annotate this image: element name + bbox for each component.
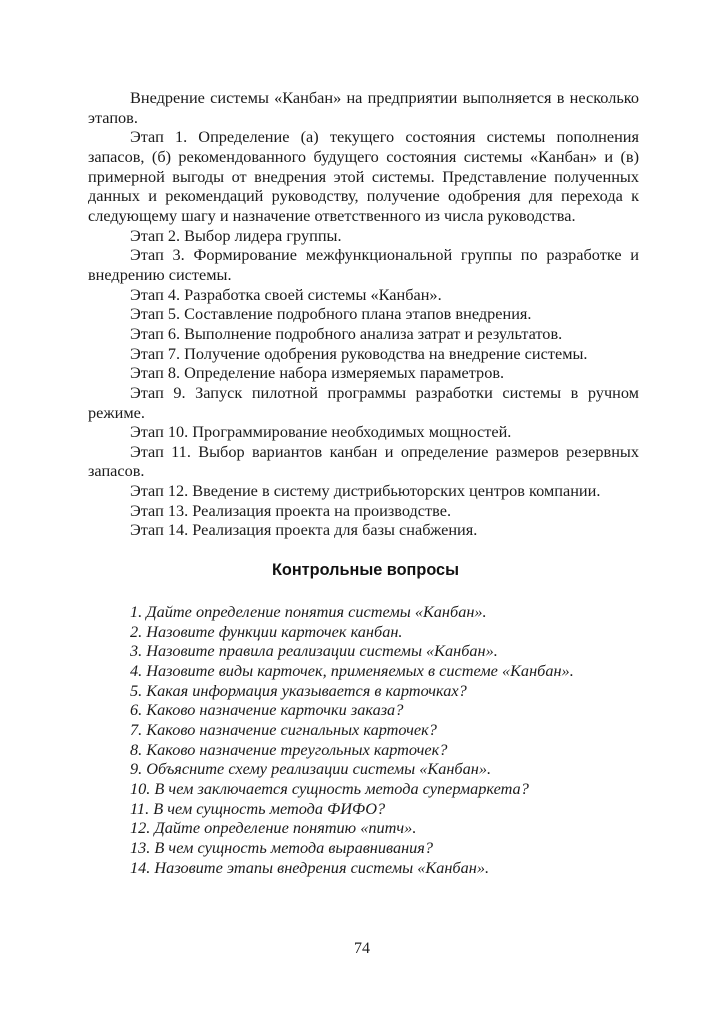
stage-item: Этап 5. Составление подробного плана этапов внедрения.: [130, 304, 532, 324]
stage-item: Этап 2. Выбор лидера группы.: [130, 225, 342, 245]
stage-item: Этап 12. Введение в систему дистрибьюторских центров компании.: [130, 481, 601, 501]
page-content: [88, 88, 639, 877]
intro-paragraph: Внедрение системы «Канбан» на предприятии выполняется в несколько этапов.: [88, 88, 639, 127]
stage-item: Этап 11. Выбор вариантов канбан и определение размеров резервных запасов.: [88, 441, 639, 481]
stage-item: Этап 3. Формирование межфункциональной группы по разработке и внедрению системы.: [88, 245, 639, 284]
question-item: 9. Объясните схему реализации системы «Канбан».: [130, 759, 492, 779]
stage-item: Этап 13. Реализация проекта на производстве.: [130, 500, 452, 520]
question-item: 5. Какая информация указывается в карточках?: [130, 680, 467, 700]
question-item: 11. В чем сущность метода ФИФО?: [130, 798, 386, 818]
stage-item: Этап 9. Запуск пилотной программы разработки системы в ручном режиме.: [88, 382, 639, 422]
question-item: 8. Каково назначение треугольных карточек?: [130, 739, 448, 759]
stage-item: Этап 6. Выполнение подробного анализа затрат и результатов.: [130, 323, 563, 343]
question-item: 4. Назовите виды карточек, применяемых в системе «Канбан».: [130, 661, 574, 681]
page-number: 74: [354, 940, 370, 957]
stages-list: [88, 127, 639, 540]
question-item: 3. Назовите правила реализации системы «Канбан».: [130, 641, 498, 661]
question-item: 6. Каково назначение карточки заказа?: [130, 700, 404, 720]
questions-heading: Контрольные вопросы: [271, 561, 460, 580]
question-item: 13. В чем сущность метода выравнивания?: [130, 837, 434, 857]
stage-item: Этап 8. Определение набора измеряемых параметров.: [130, 363, 505, 383]
questions-list: [88, 602, 639, 877]
stage-item: Этап 10. Программирование необходимых мощностей.: [130, 422, 512, 442]
question-item: 1. Дайте определение понятия системы «Канбан».: [130, 602, 487, 622]
stage-item: Этап 1. Определение (а) текущего состояния системы пополнения запасов, (б) рекомендованного будущего состояния системы «Канбан» и (в) примерной выгоды от внедрения этой системы. Представление полученных данных и рекомендаций руководству, получение одобрения для перехода к следующему шагу и назначение ответственного из числа руководства.: [88, 127, 639, 225]
question-item: 10. В чем заключается сущность метода супермаркета?: [130, 779, 529, 798]
question-item: 12. Дайте определение понятию «питч».: [130, 818, 417, 838]
stage-item: Этап 4. Разработка своей системы «Канбан».: [130, 284, 442, 304]
question-item: 14. Назовите этапы внедрения системы «Канбан».: [130, 857, 490, 877]
question-item: 7. Каково назначение сигнальных карточек?: [130, 720, 437, 740]
question-item: 2. Назовите функции карточек канбан.: [130, 621, 403, 641]
stage-item: Этап 14. Реализация проекта для базы снабжения.: [130, 520, 478, 540]
stage-item: Этап 7. Получение одобрения руководства на внедрение системы.: [130, 343, 588, 363]
